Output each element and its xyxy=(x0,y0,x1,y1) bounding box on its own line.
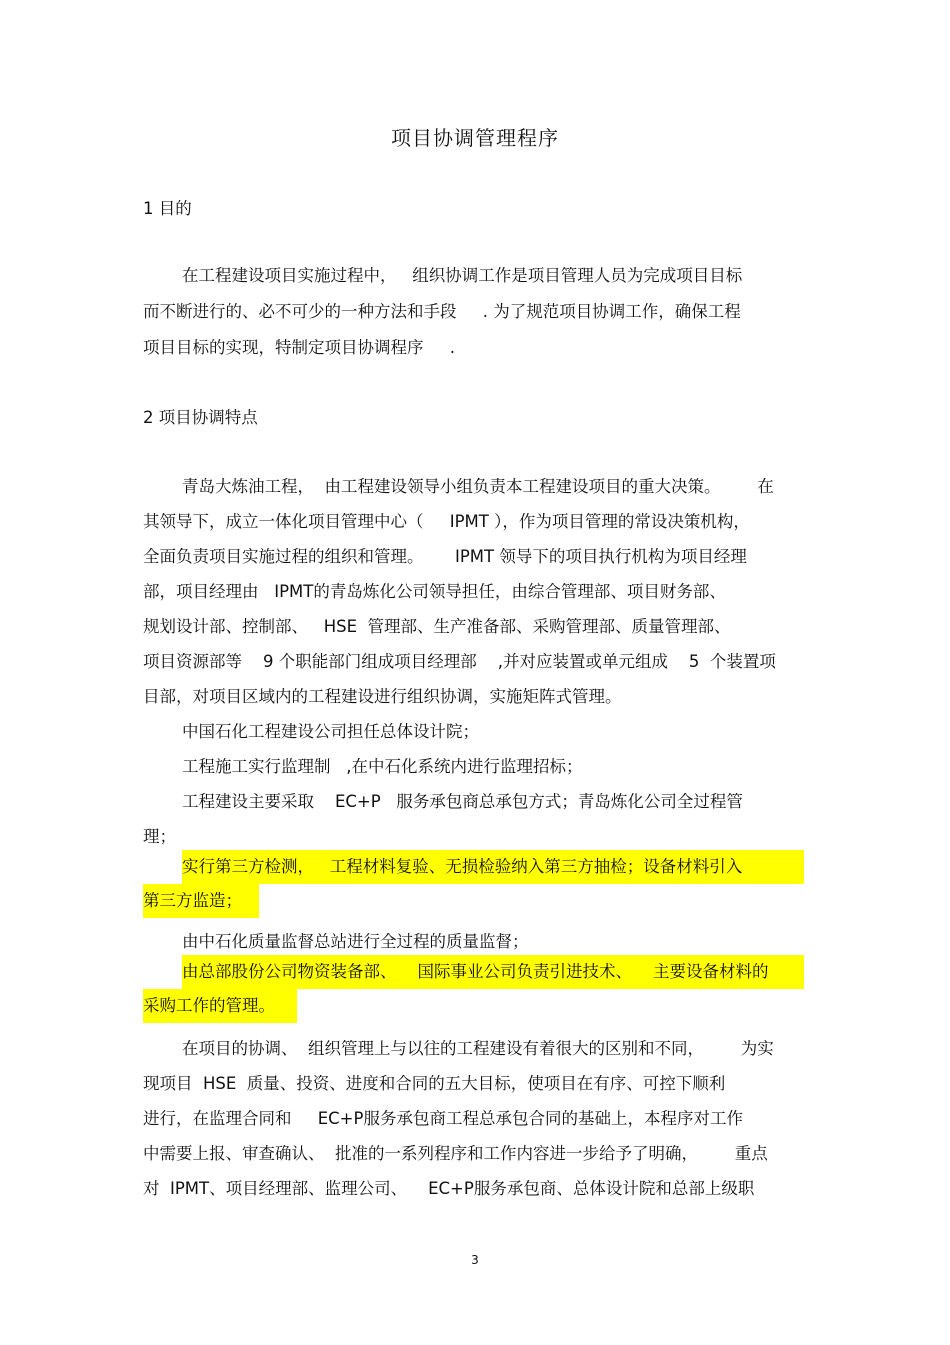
highlighted-text: 第三方监造； xyxy=(143,884,259,918)
paragraph-line: 现项目 HSE 质量、投资、进度和合同的五大目标，使项目在有序、可控下顺利 xyxy=(143,1074,726,1093)
highlighted-text: 采购工作的管理。 xyxy=(143,989,297,1023)
paragraph-line: 在项目的协调、 组织管理上与以往的工程建设有着很大的区别和不同， 为实 xyxy=(182,1039,774,1058)
paragraph-line: 进行，在监理合同和 EC+P服务承包商工程总承包合同的基础上，本程序对工作 xyxy=(143,1109,743,1128)
highlighted-text: 由总部股份公司物资装备部、 国际事业公司负责引进技术、 主要设备材料的 xyxy=(182,955,804,989)
list-item: 工程施工实行监理制 ,在中石化系统内进行监理招标； xyxy=(182,757,583,776)
paragraph-line: 中需要上报、审查确认、 批准的一系列程序和工作内容进一步给予了明确， 重点 xyxy=(143,1144,768,1163)
section-2-heading: 2 项目协调特点 xyxy=(143,408,258,427)
paragraph-line: 而不断进行的、必不可少的一种方法和手段 . 为了规范项目协调工作，确保工程 xyxy=(143,302,741,321)
paragraph-line: 对 IPMT、项目经理部、监理公司、 EC+P服务承包商、总体设计院和总部上级职 xyxy=(143,1179,755,1198)
paragraph-line: 目部，对项目区域内的工程建设进行组织协调，实施矩阵式管理。 xyxy=(143,687,622,706)
paragraph-line: 在工程建设项目实施过程中， 组织协调工作是项目管理人员为完成项目目标 xyxy=(182,266,743,285)
list-item: 工程建设主要采取 EC+P 服务承包商总承包方式；青岛炼化公司全过程管 xyxy=(182,792,743,811)
list-item: 中国石化工程建设公司担任总体设计院； xyxy=(182,722,479,741)
paragraph-line: 部，项目经理由 IPMT的青岛炼化公司领导担任，由综合管理部、项目财务部、 xyxy=(143,582,726,601)
paragraph-line: 项目目标的实现，特制定项目协调程序 . xyxy=(143,338,455,357)
paragraph-line: 青岛大炼油工程， 由工程建设领导小组负责本工程建设项目的重大决策。 在 xyxy=(182,477,774,496)
paragraph-line: 项目资源部等 9 个职能部门组成项目经理部 ,并对应装置或单元组成 5 个装置项 xyxy=(143,652,776,671)
paragraph-line: 全面负责项目实施过程的组织和管理。 IPMT 领导下的项目执行机构为项目经理 xyxy=(143,547,747,566)
paragraph-line: 规划设计部、控制部、 HSE 管理部、生产准备部、采购管理部、质量管理部、 xyxy=(143,617,731,636)
document-title: 项目协调管理程序 xyxy=(391,126,559,150)
list-item-continuation: 理； xyxy=(143,827,176,846)
paragraph-line: 其领导下，成立一体化项目管理中心（ IPMT ），作为项目管理的常设决策机构， xyxy=(143,512,750,531)
highlighted-text: 实行第三方检测， 工程材料复验、无损检验纳入第三方抽检；设备材料引入 xyxy=(182,850,804,884)
section-1-heading: 1 目的 xyxy=(143,199,192,218)
page-number: 3 xyxy=(471,1253,479,1267)
list-item: 由中石化质量监督总站进行全过程的质量监督； xyxy=(182,932,529,951)
